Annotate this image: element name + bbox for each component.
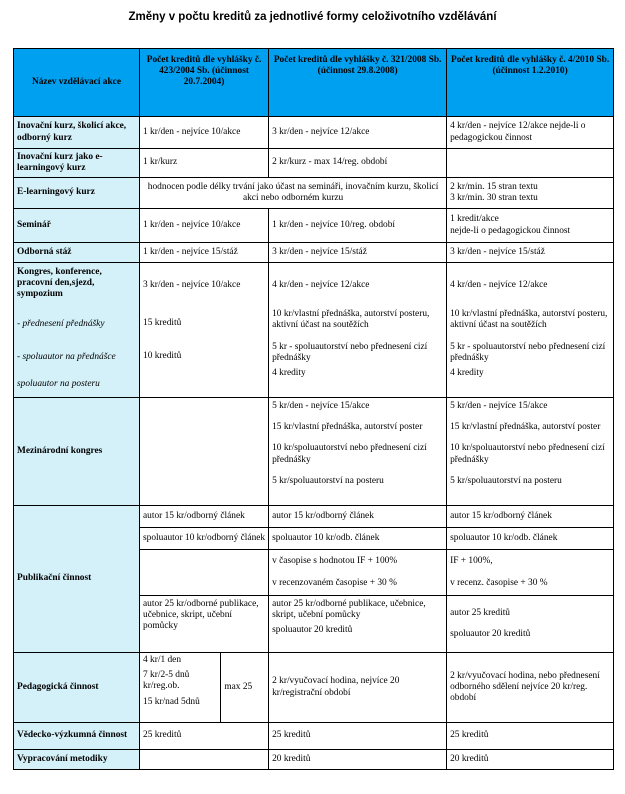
cell-line: 4 kredity xyxy=(450,368,484,379)
table-row xyxy=(14,750,614,770)
cell-2008 xyxy=(269,550,447,596)
row-name-methodology: Vypracování metodiky xyxy=(14,750,140,770)
row-name-seminar: Seminář xyxy=(14,209,140,243)
table-row xyxy=(14,263,614,398)
cell-line: 5 kr/den - nejvíce 15/akce xyxy=(450,401,548,411)
header-decree-2008: Počet kreditů dle vyhlášky č. 321/2008 Sb. (účinnost 29.8.2008) xyxy=(269,49,447,117)
cell-2008 xyxy=(269,596,447,653)
cell-2008 xyxy=(269,398,447,506)
table-row xyxy=(14,723,614,750)
cell-2010: spoluautor 10 kr/odb. článek xyxy=(447,528,614,550)
cell-2004: autor 25 kr/odborné publikace, učebnice, skript, učební pomůcky xyxy=(140,596,269,653)
cell-line: 7 kr/2-5 dnů kr/reg.ob. xyxy=(143,670,190,692)
cell-2004 xyxy=(140,550,269,596)
cell-2008: 2 kr/kurz - max 14/reg. období xyxy=(269,149,447,178)
cell-line: autor 25 kr/odborné publikace, učebnice, skript, učební pomůcky xyxy=(272,599,426,621)
cell-2004: 1 kr/den - nejvíce 10/akce xyxy=(140,117,269,149)
congress-sub-lecture: - přednesení přednášky xyxy=(17,318,105,329)
cell-line: 10 kr/spoluautorství nebo přednesení cizí přednášky xyxy=(272,443,427,465)
cell-2010 xyxy=(447,209,614,243)
cell-2008: 3 kr/den - nejvíce 15/stáž xyxy=(269,243,447,263)
cell-2008 xyxy=(269,263,447,398)
cell-line: 4 kredity xyxy=(272,368,306,379)
cell-2010: autor 15 kr/odborný článek xyxy=(447,506,614,528)
cell-2004: autor 15 kr/odborný článek xyxy=(140,506,269,528)
cell-line: spoluautor 20 kreditů xyxy=(450,629,531,639)
row-name-elearning: E-learningový kurz xyxy=(14,178,140,209)
cell-2010: 4 kr/den - nejvíce 12/akce nejde-li o pedagogickou činnost xyxy=(447,117,614,149)
header-row xyxy=(14,49,614,117)
table-row xyxy=(14,243,614,263)
cell-line: 2 kr/min. 15 stran textu xyxy=(450,181,538,192)
credits-table xyxy=(13,48,614,770)
cell-2010 xyxy=(447,550,614,596)
cell-2004-max: max 25 xyxy=(221,653,269,723)
cell-2004: 25 kreditů xyxy=(140,723,269,750)
cell-2008: 20 kreditů xyxy=(269,750,447,770)
cell-2004 xyxy=(140,653,221,723)
cell-2004: 1 kr/den - nejvíce 15/stáž xyxy=(140,243,269,263)
cell-2008: spoluautor 10 kr/odb. článek xyxy=(269,528,447,550)
cell-2004 xyxy=(140,750,269,770)
cell-line: 4 kr/den - nejvíce 12/akce xyxy=(450,280,548,290)
cell-line: 10 kr/vlastní přednáška, autorství posteru, aktivní účast na soutěžích xyxy=(272,309,430,331)
row-name-teaching: Pedagogická činnost xyxy=(14,653,140,723)
cell-line: 3 kr/den - nejvíce 10/akce xyxy=(143,280,241,290)
header-decree-2010: Počet kreditů dle vyhlášky č. 4/2010 Sb. (účinnost 1.2.2010) xyxy=(447,49,614,117)
cell-line: 10 kr/vlastní přednáška, autorství posteru, aktivní účast na soutěžích xyxy=(450,309,608,331)
congress-sub-coauthor: - spoluautor na přednášce xyxy=(17,351,116,362)
cell-2010: 2 kr/vyučovací hodina, nebo přednesení odborného sdělení nejvíce 20 kr/reg. období xyxy=(447,653,614,723)
table-row xyxy=(14,117,614,149)
cell-line: 15 kr/nad 5dnů xyxy=(143,696,200,707)
row-name-internship: Odborná stáž xyxy=(14,243,140,263)
cell-line: 15 kr/vlastní přednáška, autorství poster xyxy=(272,422,423,433)
cell-line: 5 kr - spoluautorství nebo přednesení cizí přednášky xyxy=(450,341,606,363)
row-name-publication: Publikační činnost xyxy=(14,506,140,653)
cell-2004: 1 kr/den - nejvíce 10/akce xyxy=(140,209,269,243)
cell-2008: 1 kr/den - nejvíce 10/reg. období xyxy=(269,209,447,243)
cell-line: 5 kr/den - nejvíce 15/akce xyxy=(272,401,370,411)
cell-2008: 3 kr/den - nejvíce 12/akce xyxy=(269,117,447,149)
cell-line: 5 kr/spoluautorství na posteru xyxy=(272,475,384,486)
table-row xyxy=(14,209,614,243)
cell-2010 xyxy=(447,596,614,653)
cell-2004-2008: hodnocen podle délky trvání jako účast na semináři, inovačním kurzu, školicí akci nebo odborném kurzu xyxy=(140,178,447,209)
cell-2004: 1 kr/kurz xyxy=(140,149,269,178)
cell-line: 10 kr/spoluautorství nebo přednesení cizí přednášky xyxy=(450,443,605,465)
cell-line: autor 25 kreditů xyxy=(450,607,510,618)
cell-line: v časopise s hodnotou IF + 100% xyxy=(272,556,398,567)
header-activity-name: Název vzdělávací akce xyxy=(14,49,140,117)
cell-line: spoluautor 20 kreditů xyxy=(272,625,353,636)
cell-line: 10 kreditů xyxy=(143,351,182,362)
row-name-innovation-elearning: Inovační kurz jako e-learningový kurz xyxy=(14,149,140,178)
cell-line: 4 kr/den - nejvíce 12/akce xyxy=(272,280,370,290)
cell-line: 15 kreditů xyxy=(143,318,182,329)
row-name-international-congress: Mezinárodní kongres xyxy=(14,398,140,506)
table-row xyxy=(14,653,614,723)
cell-line: nejde-li o pedagogickou činnost xyxy=(450,225,571,236)
row-name-research: Vědecko-výzkumná činnost xyxy=(14,723,140,750)
cell-line: v recenz. časopise + 30 % xyxy=(450,577,548,588)
cell-2008: 2 kr/vyučovací hodina, nejvíce 20 kr/registrační období xyxy=(269,653,447,723)
cell-line: 5 kr/spoluautorství na posteru xyxy=(450,475,562,486)
cell-line: 5 kr - spoluautorství nebo přednesení cizí přednášky xyxy=(272,341,428,363)
cell-line: v recenzovaném časopise + 30 % xyxy=(272,577,397,588)
row-name-innovation-course: Inovační kurz, školicí akce, odborný kurz xyxy=(14,117,140,149)
cell-2010 xyxy=(447,178,614,209)
header-decree-2004: Počet kreditů dle vyhlášky č. 423/2004 Sb. (účinnost 20.7.2004) xyxy=(140,49,269,117)
cell-2010 xyxy=(447,398,614,506)
table-row xyxy=(14,149,614,178)
cell-line: 1 kredit/akce xyxy=(450,214,499,225)
cell-2008: 25 kreditů xyxy=(269,723,447,750)
table-row xyxy=(14,178,614,209)
cell-line: 3 kr/min. 30 stran textu xyxy=(450,193,538,203)
cell-2004: spoluautor 10 kr/odborný článek xyxy=(140,528,269,550)
cell-2004 xyxy=(140,398,269,506)
document-title: Změny v počtu kreditů za jednotlivé formy celoživotního vzdělávání xyxy=(128,11,497,23)
cell-2004 xyxy=(140,263,269,398)
cell-line: 15 kr/vlastní přednáška, autorství poster xyxy=(450,422,601,433)
cell-2010 xyxy=(447,149,614,178)
table-row xyxy=(14,398,614,506)
cell-line: 4 kr/1 den xyxy=(143,655,182,665)
row-name-congress xyxy=(14,263,140,398)
cell-2008: autor 15 kr/odborný článek xyxy=(269,506,447,528)
congress-sub-poster: spoluautor na posteru xyxy=(17,379,100,390)
cell-line: IF + 100%, xyxy=(450,556,493,567)
cell-2010 xyxy=(447,263,614,398)
cell-2010: 3 kr/den - nejvíce 15/stáž xyxy=(447,243,614,263)
table-row xyxy=(14,506,614,528)
cell-2010: 25 kreditů xyxy=(447,723,614,750)
cell-2010: 20 kreditů xyxy=(447,750,614,770)
congress-title: Kongres, konference, pracovní den,sjezd, sympozium xyxy=(17,267,102,300)
